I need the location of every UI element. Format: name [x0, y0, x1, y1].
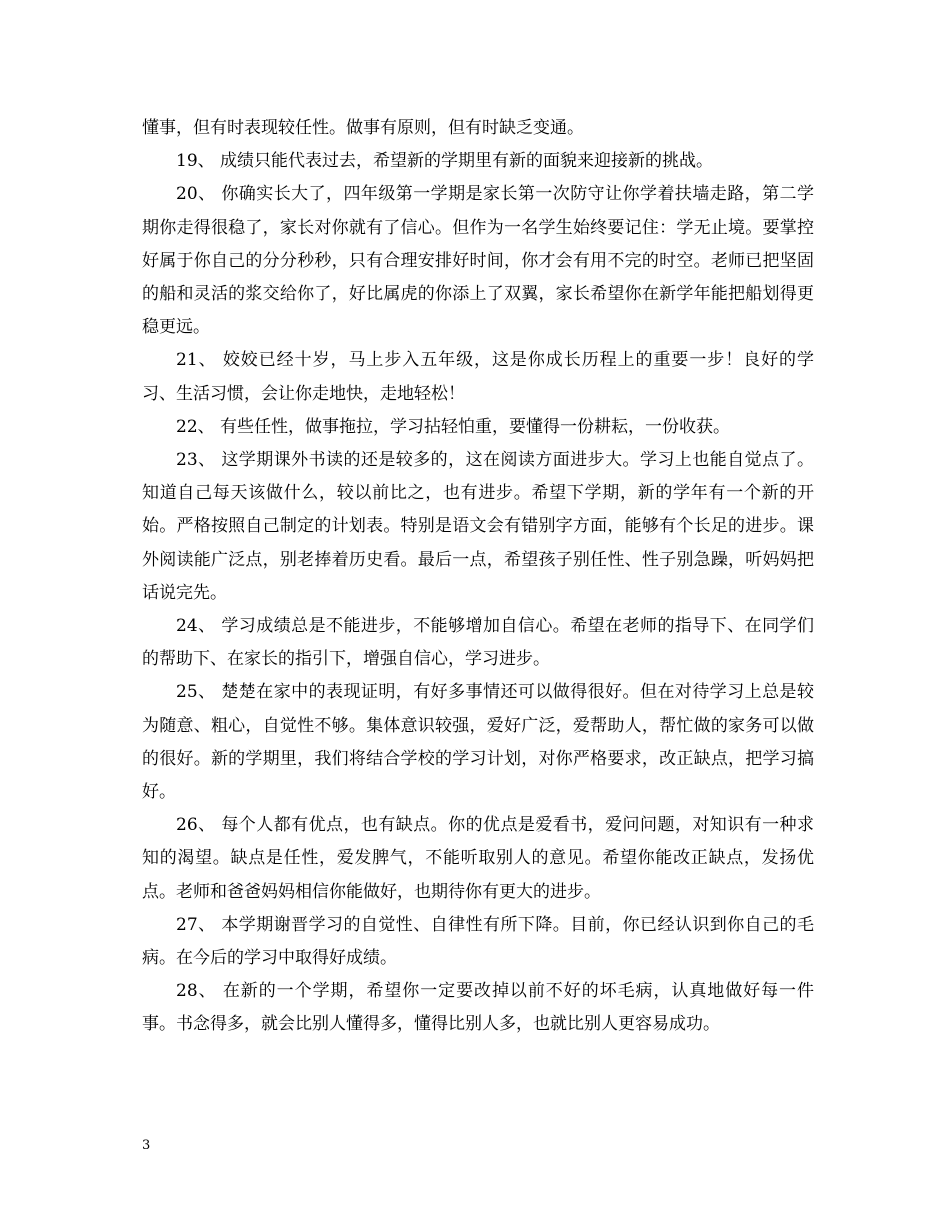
- body-text: [142, 112, 814, 1042]
- paragraph: 21、 姣姣已经十岁，马上步入五年级，这是你成长历程上的重要一步！良好的学习、生活习惯，会让你走地快，走地轻松！: [142, 350, 814, 404]
- paragraph: 28、 在新的一个学期，希望你一定要改掉以前不好的坏毛病，认真地做好每一件事。书念得多，就会比别人懂得多，懂得比别人多，也就比别人更容易成功。: [142, 981, 814, 1035]
- paragraph: 23、 这学期课外书读的还是较多的，这在阅读方面进步大。学习上也能自觉点了。知道自己每天该做什么，较以前比之，也有进步。希望下学期，新的学年有一个新的开始。严格按照自己制定的计划表。特别是语文会有错别字方面，能够有个长足的进步。课外阅读能广泛点，别老捧着历史看。最后一点，希望孩子别任性、性子别急躁，听妈妈把话说完先。: [142, 450, 814, 603]
- paragraph: 22、 有些任性，做事拖拉，学习拈轻怕重，要懂得一份耕耘，一份收获。: [176, 416, 731, 437]
- paragraph: 懂事，但有时表现较任性。做事有原则，但有时缺乏变通。: [142, 118, 584, 138]
- page-number: 3: [142, 1138, 151, 1153]
- paragraph: 20、 你确实长大了，四年级第一学期是家长第一次防守让你学着扶墙走路，第二学期你走得很稳了，家长对你就有了信心。但作为一名学生始终要记住：学无止境。要掌控好属于你自己的分分秒秒，只有合理安排好时间，你才会有用不完的时空。老师已把坚固的船和灵活的浆交给你了，好比属虎的你添上了双翼，家长希望你在新学年能把船划得更稳更远。: [142, 184, 814, 338]
- paragraph: 26、 每个人都有优点，也有缺点。你的优点是爱看书，爱问问题，对知识有一种求知的渴望。缺点是任性，爱发脾气，不能听取别人的意见。希望你能改正缺点，发扬优点。老师和爸爸妈妈相信你能做好，也期待你有更大的进步。: [142, 815, 814, 902]
- paragraph: 25、 楚楚在家中的表现证明，有好多事情还可以做得很好。但在对待学习上总是较为随意、粗心，自觉性不够。集体意识较强，爱好广泛，爱帮助人，帮忙做的家务可以做的很好。新的学期里，我们将结合学校的学习计划，对你严格要求，改正缺点，把学习搞好。: [142, 682, 814, 803]
- paragraph: 27、 本学期谢晋学习的自觉性、自律性有所下降。目前，你已经认识到你自己的毛病。在今后的学习中取得好成绩。: [142, 914, 814, 969]
- paragraph: 19、 成绩只能代表过去，希望新的学期里有新的面貌来迎接新的挑战。: [176, 151, 714, 172]
- paragraph: 24、 学习成绩总是不能进步，不能够增加自信心。希望在老师的指导下、在同学们的帮助下、在家长的指引下，增强自信心，学习进步。: [142, 616, 814, 670]
